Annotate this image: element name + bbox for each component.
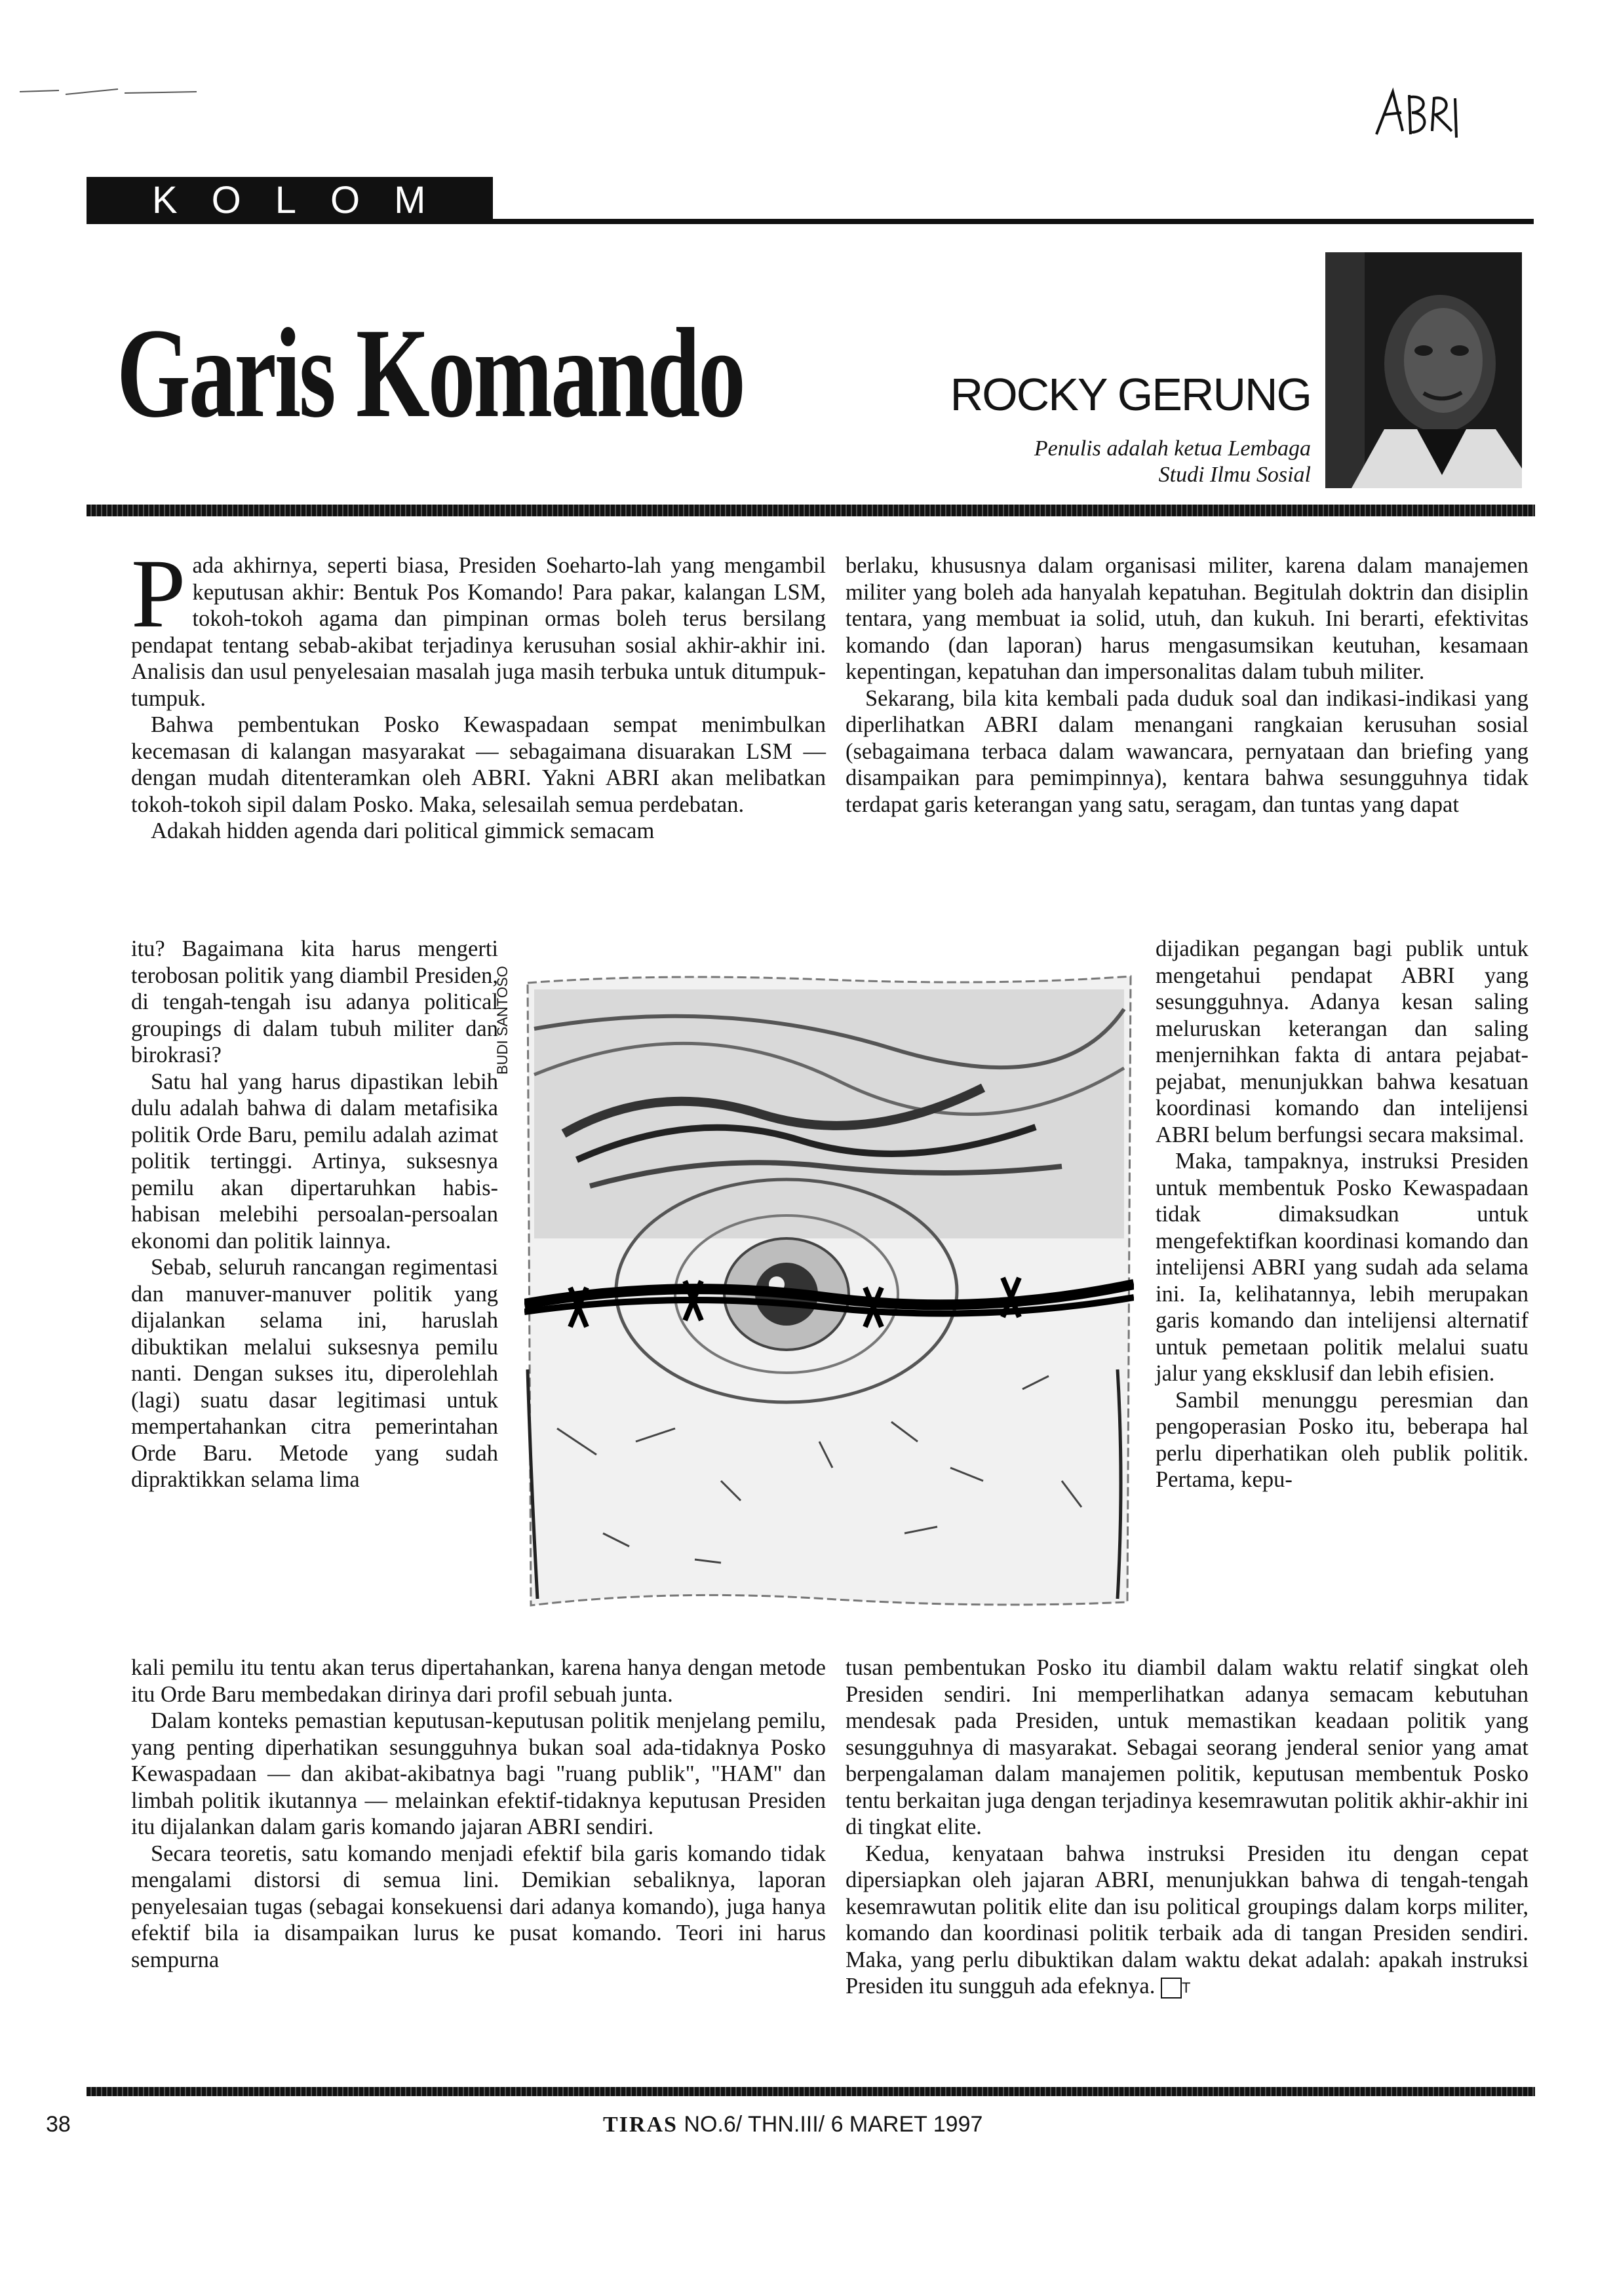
barbed-wire-eye-illustration — [524, 970, 1134, 1612]
author-bio-line: Studi Ilmu Sosial — [1158, 463, 1311, 487]
article-column-right-bottom — [846, 1655, 1528, 2000]
scan-artifact — [20, 79, 203, 105]
author-bio — [918, 436, 1311, 488]
article-column-right — [846, 552, 1528, 818]
paragraph: Sebab, seluruh rancangan regimentasi dan manuver-manuver politik yang dijalankan selama ini, haruslah dibuktikan melalui suksesnya pemilu nanti. Dengan sukses itu, diperolehlah (lagi) suatu dasar legitimasi untuk mempertahankan citra pemerintahan Orde Baru. Metode yang sudah dipraktikkan selama lima — [131, 1255, 498, 1492]
drop-cap: P — [131, 539, 186, 648]
paragraph: Satu hal yang harus dipastikan lebih dulu adalah bahwa di dalam metafisika politik Orde Baru, pemilu adalah azimat politik tertinggi. Artinya, suksesnya pemilu akan dipertaruhkan habis-habisan melebihi persoalan-persoalan ekonomi dan politik lainnya. — [131, 1069, 498, 1253]
footer-issue-line — [603, 2112, 983, 2137]
article-column-left-bottom — [131, 1655, 826, 1973]
paragraph: Kedua, kenyataan bahwa instruksi Presiden itu dengan cepat dipersiapkan oleh jajaran ABRI, menunjukkan bahwa di tengah-tengah kesemrawutan politik elite dan isu political groupings dalam korps militer, komando dan koordinasi politik terbaik ada di tangan Presiden sendiri. Maka, yang perlu dibuktikan dalam waktu dekat adalah: apakah instruksi Presiden itu sungguh ada efeknya. T — [846, 1841, 1528, 1999]
handwritten-note — [1363, 79, 1468, 151]
rubric-label: KOLOM — [87, 177, 493, 224]
author-photo — [1325, 252, 1522, 488]
paragraph: Sekarang, bila kita kembali pada duduk soal dan indikasi-indikasi yang diperlihatkan ABRI dalam menangani rangkaian kerusuhan sosial (sebagaimana terbaca dalam wawancara, pernyataan dan briefing yang disampaikan para pemimpinnya), kentara bahwa sesungguhnya tidak terdapat garis keterangan yang satu, seragam, dan tuntas yang dapat — [846, 685, 1528, 817]
article-column-left — [131, 539, 826, 845]
paragraph: kali pemilu itu tentu akan terus dipertahankan, karena hanya dengan metode itu Orde Baru membedakan dirinya dari profil sebuah junta. — [131, 1655, 826, 1707]
paragraph: Sambil menunggu peresmian dan pengoperasian Posko itu, beberapa hal perlu diperhatikan oleh publik politik. Pertama, kepu- — [1156, 1387, 1528, 1492]
page-title: Garis Komando — [117, 302, 744, 444]
rubric-rule — [493, 219, 1534, 224]
paragraph: Maka, tampaknya, instruksi Presiden untuk membentuk Posko Kewaspadaan tidak dimaksudkan untuk mengefektifkan koordinasi komando dan intelijensi ABRI yang sudah ada selama ini. Ia, kelihatannya, lebih merupakan garis komando dan intelijensi alternatif untuk pemetaan politik melalui suatu jalur yang eksklusif dan lebih efisien. — [1156, 1149, 1528, 1386]
paragraph: Secara teoretis, satu komando menjadi efektif bila garis komando tidak mengalami distorsi di semua lini. Demikian sebaliknya, laporan penyelesaian tugas (sebagai konsekuensi dari adanya komando), juga hanya efektif bila ia disampaikan lurus ke pusat komando. Teori ini harus sempurna — [131, 1841, 826, 1972]
author-name: ROCKY GERUNG — [950, 369, 1311, 420]
paragraph: dijadikan pegangan bagi publik untuk mengetahui pendapat ABRI yang sesungguhnya. Adanya kesan saling meluruskan keterangan dan saling menjernihkan fakta di antara pejabat-pejabat, menunjukkan bahwa kesatuan koordinasi komando dan intelijensi ABRI belum berfungsi secara maksimal. — [1156, 936, 1528, 1147]
author-bio-line: Penulis adalah ketua Lembaga — [1034, 436, 1311, 461]
end-mark-icon: T — [1161, 1978, 1182, 1999]
paragraph: itu? Bagaimana kita harus mengerti terobosan politik yang diambil Presiden, di tengah-tengah isu adanya political groupings di dalam tubuh militer dan birokrasi? — [131, 936, 498, 1067]
paragraph: Bahwa pembentukan Posko Kewaspadaan sempat menimbulkan kecemasan di kalangan masyarakat — sebagaimana disuarakan LSM — dengan mudah ditenteramkan oleh ABRI. Yakni ABRI akan melibatkan tokoh-tokoh sipil dalam Posko. Maka, selesailah semua perdebatan. — [131, 712, 826, 817]
issue-info: NO.6/ THN.III/ 6 MARET 1997 — [684, 2112, 983, 2137]
magazine-name: TIRAS — [603, 2113, 678, 2137]
paragraph: Pada akhirnya, seperti biasa, Presiden Soeharto-lah yang mengambil keputusan akhir: Bentuk Pos Komando! Para pakar, kalangan LSM, tokoh-tokoh agama dan pimpinan ormas boleh terus bersilang pendapat tentang sebab-akibat terjadinya kerusuhan sosial akhir-akhir ini. Analisis dan usul penyelesaian masalah juga masih terbuka untuk ditumpuk-tumpuk. — [131, 539, 826, 711]
paragraph: berlaku, khususnya dalam organisasi militer, karena dalam manajemen militer yang boleh ada hanyalah kepatuhan. Begitulah doktrin dan disiplin tentara, yang membuat ia solid, utuh, dan kukuh. Ini berarti, efektivitas komando (dan laporan) harus mengasumsikan keutuhan, kesamaan kepentingan, kepatuhan dan impersonalitas dalam tubuh militer. — [846, 553, 1528, 684]
paragraph: tusan pembentukan Posko itu diambil dalam waktu relatif singkat oleh Presiden sendiri. Ini memperlihatkan adanya semacam kebutuhan mendesak pada Presiden, untuk memastikan keadaan politik yang sesungguhnya di masyarakat. Sebagai seorang jenderal senior yang amat berpengalaman dalam manajemen politik, keputusan membentuk Posko tentu berkaitan juga dengan terjadinya kesemrawutan politik akhir-akhir ini di tingkat elite. — [846, 1655, 1528, 1839]
photo-credit: BUDI SANTOSO — [494, 966, 511, 1075]
footer-divider — [87, 2087, 1535, 2096]
page-number: 38 — [46, 2112, 71, 2137]
article-column-left-narrow — [131, 936, 498, 1493]
article-column-right-narrow — [1156, 936, 1528, 1493]
section-divider — [87, 505, 1535, 516]
paragraph: Adakah hidden agenda dari political gimmick semacam — [151, 818, 655, 843]
paragraph: Dalam konteks pemastian keputusan-keputusan politik menjelang pemilu, yang penting diperhatikan sesungguhnya bukan soal ada-tidaknya Posko Kewaspadaan — dan akibat-akibatnya bagi "ruang publik", "HAM" dan limbah politik ikutannya — melainkan efektif-tidaknya keputusan Presiden itu dijalankan dalam garis komando jajaran ABRI sendiri. — [131, 1708, 826, 1839]
